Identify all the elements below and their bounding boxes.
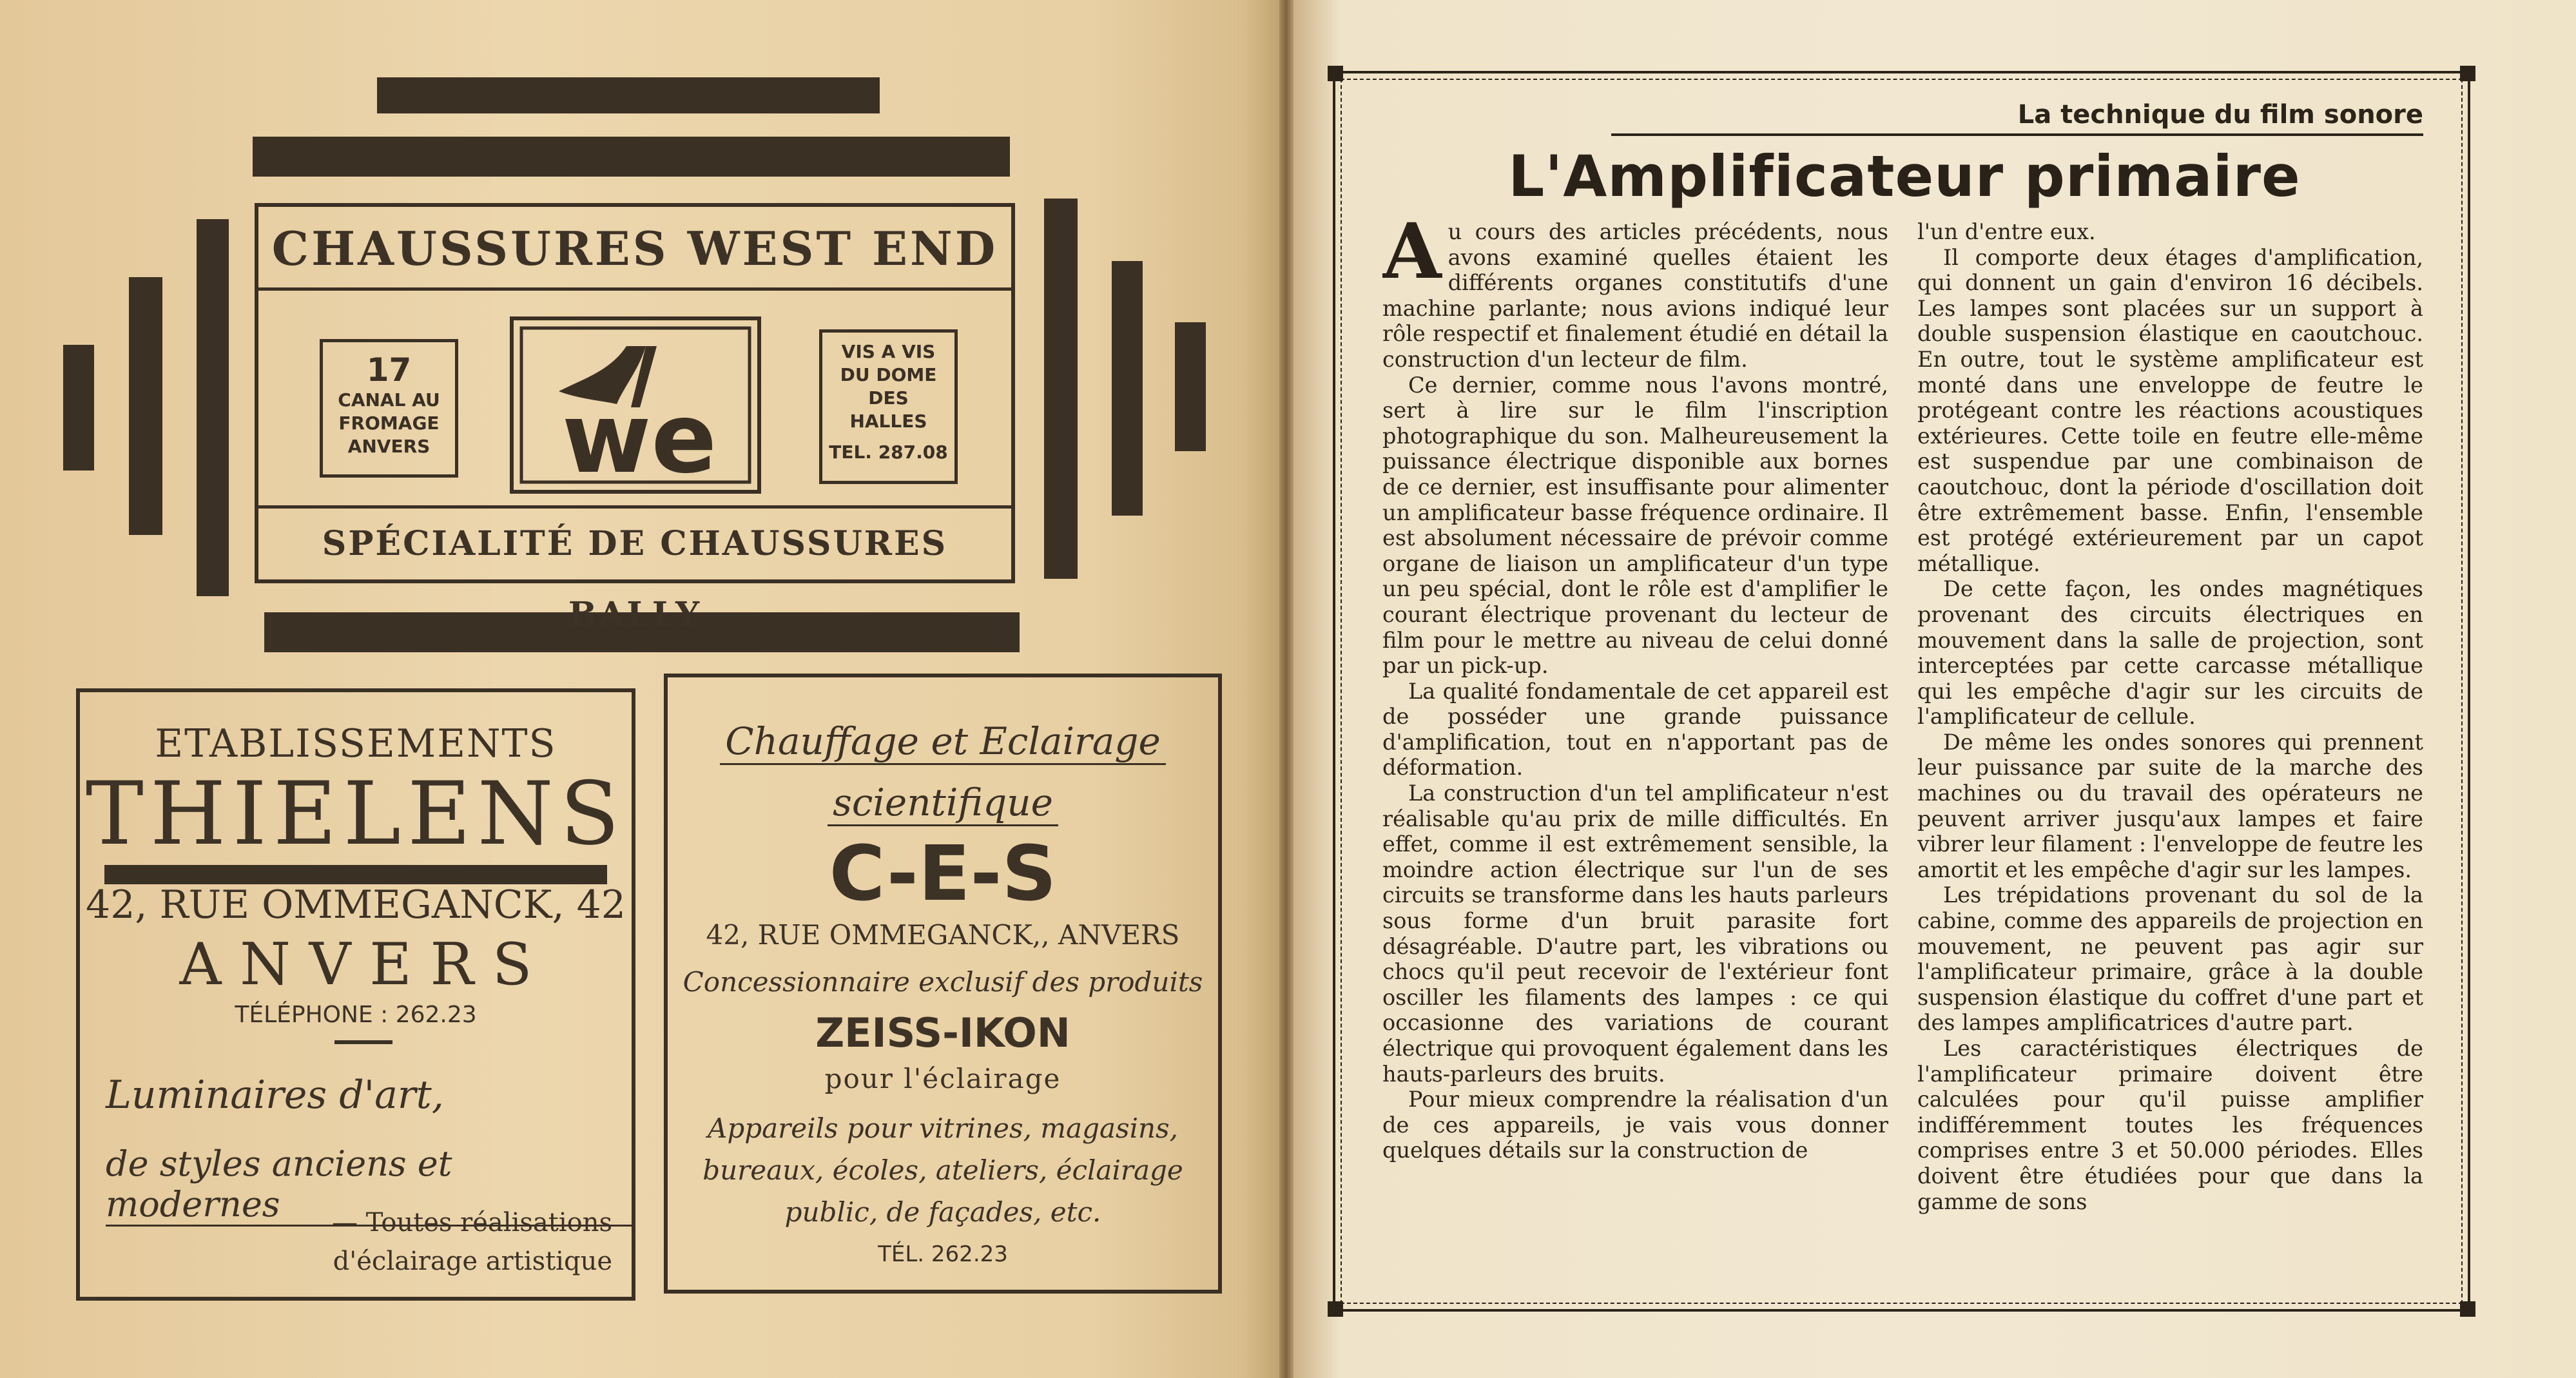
article-paragraph: Ce dernier, comme nous l'avons montré, sert à lire sur le film l'inscription photographique du son. Malheureusement la puissance électrique disponible aux bornes de ce dernier, est insuffisante pour alimenter un amplificateur basse fréquence ordinaire. Il est absolument nécessaire de prévoir comme organe de liaison un amplificateur d'un type un peu spécial, dont le rôle est d'amplifier le courant électrique provenant du lecteur de film pour le mettre au niveau de celui donné par un pick-up. — [1382, 372, 1888, 679]
divider — [104, 865, 607, 884]
ad-thielens — [76, 688, 635, 1301]
decor-bar — [1112, 261, 1143, 516]
thielens-address: 42, RUE OMMEGANCK, 42 — [86, 882, 626, 927]
frame-corner — [1328, 66, 1343, 81]
article-column-2 — [1917, 219, 2423, 1289]
decor-bar — [1044, 199, 1078, 579]
paragraph-text: u cours des articles précédents, nous avons examiné quelles étaient les différents organes constitutifs d'une machine parlante; nous avions indiqué leur rôle respectif et finalement étudié en détail la construction d'un lecteur de film. — [1382, 219, 1888, 372]
address-line: FROMAGE — [338, 412, 440, 434]
shoe-logo-icon — [514, 320, 757, 490]
thielens-phone: TÉLÉPHONE : 262.23 — [235, 1002, 477, 1028]
article-paragraph: Les caractéristiques électriques de l'amplificateur primaire doivent être calculées pour qu'il puisse amplifier indifféremment toutes les fréquences comprises entre 3 et 50.000 périodes. Elles doivent être étudiées pour que dans la gamme de sons — [1917, 1036, 2423, 1214]
divider — [334, 1040, 392, 1044]
frame-corner — [2460, 66, 2475, 81]
drop-cap: A — [1382, 219, 1442, 296]
location-line: DES — [868, 387, 909, 409]
ad-ces — [664, 674, 1222, 1294]
article-paragraph: Pour mieux comprendre la réalisation d'un de ces appareils, je vais vous donner quelques détails sur la construction de — [1382, 1087, 1888, 1163]
location-box — [819, 329, 958, 484]
address-line: CANAL AU — [338, 389, 440, 411]
decor-bar — [1175, 322, 1206, 451]
article-column-1 — [1382, 219, 1888, 1289]
decor-bar — [129, 277, 162, 535]
decor-bar — [253, 137, 1010, 177]
ces-product: ZEISS-IKON — [815, 1009, 1070, 1056]
decor-bar — [63, 345, 94, 471]
thielens-line1: ETABLISSEMENTS — [155, 721, 557, 766]
we-logo — [510, 316, 761, 494]
thielens-note2: d'éclairage artistique — [333, 1247, 612, 1276]
west-end-title: CHAUSSURES WEST END — [258, 207, 1011, 291]
article-paragraph: La construction d'un tel amplificateur n'est réalisable qu'au prix de mille difficultés. En effet, comme il est extrêmement sensible, la moindre action électrique sur l'un de ses circuits se transforme dans les hauts parleurs sous forme d'un bruit parasite fort désagréable. D'autre part, les vibrations ou chocs qu'il peut recevoir de l'extérieur font osciller les filaments des lampes : ce qui occasionne des variations de courant électrique qui provoquent également dans les hauts-parleurs des bruits. — [1382, 781, 1888, 1087]
decor-bar — [377, 77, 880, 113]
article-paragraph: l'un d'entre eux. — [1917, 219, 2096, 244]
west-end-frame — [255, 203, 1015, 634]
thielens-name: THIELENS — [85, 763, 626, 864]
address-number: 17 — [366, 351, 412, 389]
frame-corner — [1328, 1301, 1343, 1317]
address-box — [320, 339, 458, 478]
article-paragraph: La qualité fondamentale de cet appareil est de posséder une grande puissance d'amplification, tout en n'apportant pas de déformation. — [1382, 678, 1888, 781]
decor-bar — [197, 219, 229, 596]
article-paragraph: Il comporte deux étages d'amplification, qui donnent un gain d'environ 16 décibels. Les lampes sont placées sur un support à double suspension élastique en caoutchouc. En outre, tout le système amplificateur est monté dans une enveloppe de feutre le protégeant contre les réactions acoustiques extérieures. Cette toile en feutre elle-même est suspendue par une combinaison de caoutchouc, dont la période d'oscillation doit être extrêmement basse. Enfin, l'ensemble est protégé extérieurement par un capot métallique. — [1917, 244, 2423, 576]
thielens-city: A N V E R S — [179, 931, 532, 998]
ces-address: 42, RUE OMMEGANCK,, ANVERS — [706, 919, 1180, 951]
west-end-footer: SPÉCIALITÉ DE CHAUSSURES BALLY — [258, 505, 1011, 579]
ces-desc3: public, de façades, etc. — [784, 1196, 1101, 1228]
address-line: ANVERS — [347, 436, 431, 457]
ces-line1 — [668, 719, 1218, 763]
thielens-tagline2: de styles anciens et modernes — [106, 1143, 632, 1227]
ces-concession: Concessionnaire exclusif des produits — [683, 966, 1203, 998]
ces-desc2: bureaux, écoles, ateliers, éclairage — [702, 1154, 1183, 1186]
book-spine — [1279, 0, 1293, 1378]
section-title: La technique du film sonore — [1611, 100, 2423, 136]
ces-product-use: pour l'éclairage — [824, 1063, 1061, 1094]
logo-text: we — [561, 383, 717, 490]
thielens-note1: — Toutes réalisations — [332, 1208, 612, 1237]
ces-desc1: Appareils pour vitrines, magasins, — [708, 1112, 1178, 1144]
ces-line2 — [668, 781, 1218, 824]
article-paragraph — [1382, 219, 1888, 373]
ces-tel: TÉL. 262.23 — [878, 1241, 1008, 1267]
frame-corner — [2460, 1301, 2475, 1317]
article-paragraph: Les trépidations provenant du sol de la cabine, comme des appareils de projection en mouvement, ne peuvent pas agir sur l'amplificateur primaire, grâce à la double suspension élastique du coffret d'une part et des lampes amplificatrices d'autre part. — [1917, 882, 2423, 1036]
ces-line2-text: scientifique — [828, 781, 1058, 826]
location-line: DU DOME — [840, 364, 937, 385]
article-title: L'Amplificateur primaire — [1508, 143, 2301, 209]
location-line: HALLES — [849, 411, 927, 432]
article-paragraph: De même les ondes sonores qui prennent leur puissance par suite de la marche des machines ou du travail des opérateurs ne peuvent arriver jusqu'aux lampes et faire vibrer leur filament : l'enveloppe de feutre les amortit et les empêche d'agir sur les lampes. — [1917, 729, 2423, 882]
thielens-tagline1: Luminaires d'art, — [106, 1072, 444, 1118]
ces-brand: C-E-S — [829, 829, 1057, 918]
article-paragraph: De cette façon, les ondes magnétiques provenant des circuits électriques en mouvement dans la salle de projection, sont interceptées par cette carcasse métallique qui les empêche d'agir sur les circuits de l'amplificateur de cellule. — [1917, 576, 2423, 730]
ces-line1-text: Chauffage et Eclairage — [720, 719, 1166, 765]
location-line: VIS A VIS — [841, 341, 936, 362]
telephone: TEL. 287.08 — [829, 442, 948, 463]
